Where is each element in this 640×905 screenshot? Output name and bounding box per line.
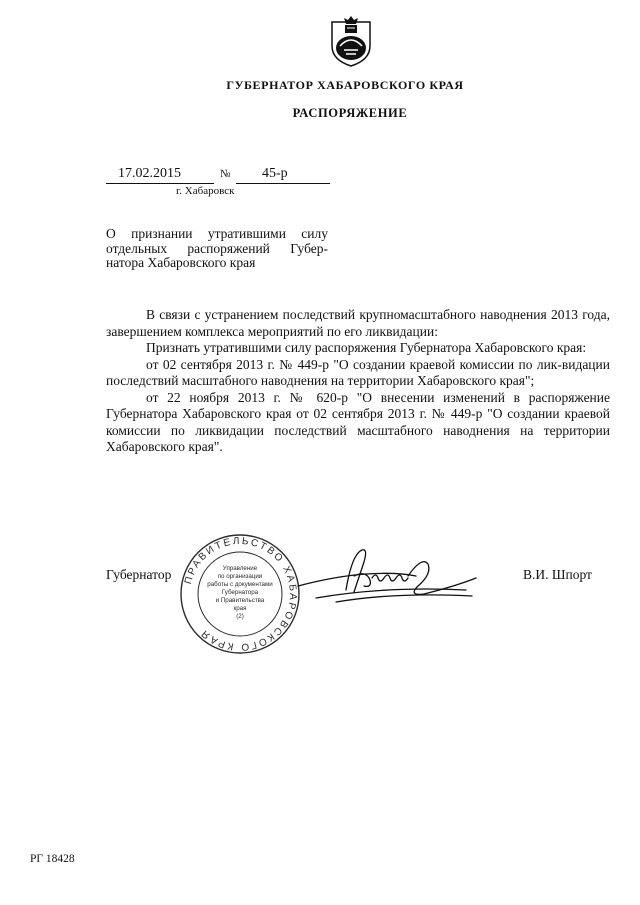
number-mark: № bbox=[220, 168, 231, 180]
stamp-outer-text: ПРАВИТЕЛЬСТВО ХАБАРОВСКОГО КРАЯ bbox=[182, 535, 299, 653]
body-paragraph-4: от 22 ноября 2013 г. № 620-р "О внесении изменений в распоряжение Губернатора Хабаровского края от 02 сентября 2013 г. № 449-р "О создании краевой комиссии по ликвидации последствий масштабного наводнения на территории Хабаровского края". bbox=[106, 389, 610, 454]
document-date: 17.02.2015 bbox=[118, 166, 181, 181]
official-stamp bbox=[178, 532, 302, 656]
stamp-line-1: Управление bbox=[222, 565, 258, 572]
document-body bbox=[106, 307, 610, 456]
signer-name: В.И. Шпорт bbox=[523, 567, 592, 582]
body-paragraph-1: В связи с устранением последствий крупномасштабного наводнения 2013 года, завершением комплекса мероприятий по его ликвидации: bbox=[106, 307, 610, 339]
date-underline bbox=[106, 183, 214, 184]
issuer-title: ГУБЕРНАТОР ХАБАРОВСКОГО КРАЯ bbox=[226, 78, 464, 92]
stamp-line-2: по организации bbox=[217, 573, 263, 580]
registration-number: РГ 18428 bbox=[30, 853, 75, 865]
document-number: 45-р bbox=[262, 166, 288, 181]
stamp-line-5: и Правительства bbox=[215, 597, 265, 604]
document-subject: О признании утратившими силу отдельных распоряжений Губер-натора Хабаровского края bbox=[106, 226, 328, 270]
stamp-line-4: Губернатора bbox=[221, 589, 259, 596]
number-underline bbox=[236, 183, 330, 184]
document-city: г. Хабаровск bbox=[176, 185, 235, 197]
stamp-line-6: края bbox=[233, 605, 247, 612]
body-paragraph-2: Признать утратившими силу распоряжения Губернатора Хабаровского края: bbox=[146, 340, 587, 355]
document-type: РАСПОРЯЖЕНИЕ bbox=[292, 106, 408, 120]
signer-title: Губернатор bbox=[106, 567, 172, 582]
stamp-line-7: (2) bbox=[236, 613, 244, 620]
khabarovsk-emblem-icon bbox=[326, 16, 376, 68]
body-paragraph-3: от 02 сентября 2013 г. № 449-р "О создании краевой комиссии по лик-видации последствий масштабного наводнения на территории Хабаровского края"; bbox=[106, 356, 610, 388]
handwritten-signature bbox=[296, 546, 480, 612]
stamp-line-3: работы с документами bbox=[207, 581, 273, 588]
